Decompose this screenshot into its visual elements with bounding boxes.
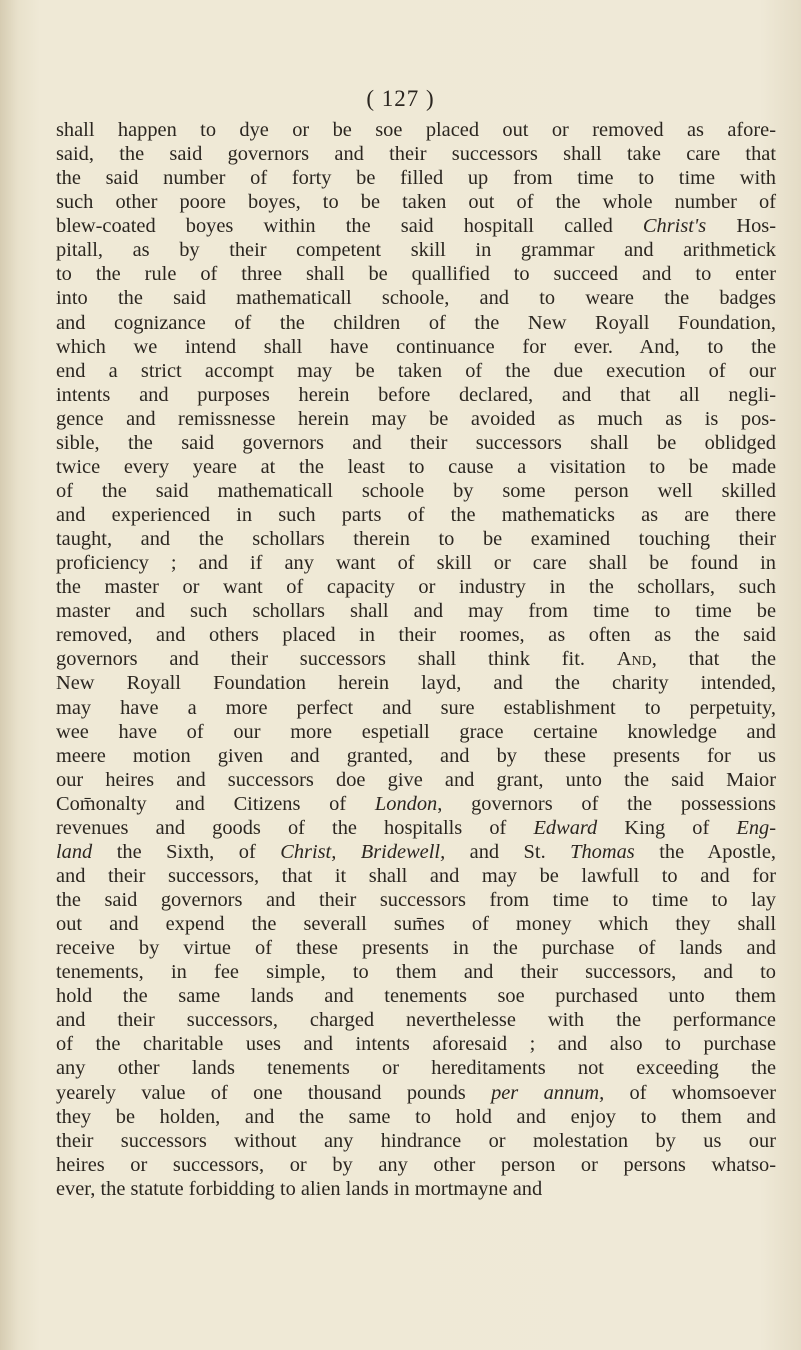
text-line	[56, 1129, 776, 1153]
text-line	[56, 311, 776, 335]
text-line	[56, 238, 776, 262]
text-line	[56, 888, 776, 912]
text-segment: said, the said governors and their successors shall take care that	[56, 143, 776, 166]
text-line	[56, 1032, 776, 1056]
text-segment: of the said mathematicall schoole by some person well skilled	[56, 479, 776, 502]
text-segment: wee have of our more espetiall grace certaine knowledge and	[56, 720, 776, 743]
text-segment: London	[374, 792, 438, 815]
text-line	[56, 1081, 776, 1105]
text-segment: Com̄onalty and Citizens of	[56, 792, 375, 815]
text-line	[56, 984, 776, 1008]
text-segment: , governors of the possessions	[437, 792, 776, 815]
text-line	[56, 1153, 776, 1177]
text-segment: shall happen to dye or be soe placed out or removed as afore-	[56, 119, 776, 141]
text-segment: yearely value of one thousand pounds	[56, 1081, 492, 1104]
text-segment: Christ, Bridewell,	[280, 840, 446, 863]
body-text	[56, 118, 776, 1201]
text-segment: the said governors and their successors from time to time to lay	[56, 889, 776, 911]
text-segment: King of	[597, 816, 737, 839]
text-line	[56, 1008, 776, 1032]
text-line	[56, 527, 776, 551]
text-line	[56, 455, 776, 479]
text-segment: the master or want of capacity or industry in the schollars, such	[56, 576, 776, 599]
text-line	[56, 551, 776, 575]
text-segment: , that the	[651, 648, 776, 671]
text-segment: may have a more perfect and sure establishment to perpetuity,	[56, 696, 776, 719]
text-line	[56, 479, 776, 503]
text-segment: into the said mathematicall schoole, and to weare the badges	[56, 287, 776, 310]
text-line	[56, 936, 776, 960]
text-line	[56, 960, 776, 984]
text-line	[56, 744, 776, 768]
text-line	[56, 262, 776, 286]
text-segment: any other lands tenements or hereditaments not exceeding the	[56, 1057, 776, 1080]
text-segment: master and such schollars shall and may from time to time be	[56, 600, 776, 623]
text-line	[56, 696, 776, 720]
text-segment: taught, and the schollars therein to be examined touching their	[56, 528, 776, 551]
text-line	[56, 840, 776, 864]
text-segment: sible, the said governors and their successors shall be oblidged	[56, 431, 776, 454]
text-line	[56, 912, 776, 936]
text-segment: intents and purposes herein before declared, and that all negli-	[56, 383, 776, 406]
text-segment: Eng-	[736, 816, 776, 839]
text-segment: ever, the statute forbidding to alien lands in mortmayne and	[56, 1177, 543, 1200]
text-line	[56, 647, 776, 671]
text-segment: revenues and goods of the hospitalls of	[56, 816, 534, 839]
text-segment: Hos-	[706, 215, 776, 238]
text-segment: Edward	[533, 816, 598, 839]
text-segment: blew-coated boyes within the said hospitall called	[56, 215, 643, 238]
text-line	[56, 142, 776, 166]
text-segment: governors and their successors shall think fit.	[56, 648, 617, 671]
text-line	[56, 1056, 776, 1080]
text-segment: they be holden, and the same to hold and enjoy to them and	[56, 1105, 776, 1128]
text-segment: New Royall Foundation herein layd, and the charity intended,	[56, 672, 776, 695]
text-line	[56, 431, 776, 455]
text-line	[56, 190, 776, 214]
text-segment: and their successors, that it shall and may be lawfull to and for	[56, 864, 776, 887]
text-segment: the Sixth, of	[92, 840, 281, 863]
text-segment: Thomas	[570, 840, 635, 863]
text-segment: such other poore boyes, to be taken out of the whole number of	[56, 191, 776, 214]
text-line	[56, 623, 776, 647]
text-segment: of whomsoever	[604, 1081, 776, 1104]
text-line	[56, 816, 776, 840]
text-line	[56, 383, 776, 407]
text-segment: hold the same lands and tenements soe purchased unto them	[56, 985, 776, 1008]
page-number: ( 127 )	[366, 86, 435, 111]
text-line	[56, 864, 776, 888]
text-segment: proficiency ; and if any want of skill or care shall be found in	[56, 552, 776, 575]
text-segment: and their successors, charged neverthelesse with the performance	[56, 1009, 776, 1032]
text-segment: Christ's	[642, 215, 707, 238]
text-segment: twice every yeare at the least to cause a visitation to be made	[56, 455, 776, 478]
text-line	[56, 671, 776, 695]
text-segment: the Apostle,	[634, 840, 776, 863]
text-segment: removed, and others placed in their roomes, as often as the said	[56, 624, 776, 647]
text-segment: the said number of forty be filled up from time to time with	[56, 167, 776, 190]
text-segment: end a strict accompt may be taken of the due execution of our	[56, 359, 776, 382]
text-segment: and cognizance of the children of the New Royall Foundation,	[56, 311, 776, 334]
text-segment: And	[616, 648, 652, 671]
text-segment: which we intend shall have continuance for ever. And, to the	[56, 335, 776, 358]
text-line	[56, 503, 776, 527]
text-segment: tenements, in fee simple, to them and their successors, and to	[56, 961, 776, 984]
text-line	[56, 407, 776, 431]
text-segment: to the rule of three shall be quallified to succeed and to enter	[56, 263, 776, 286]
text-segment: meere motion given and granted, and by these presents for us	[56, 744, 776, 767]
text-segment: our heires and successors doe give and grant, unto the said Maior	[56, 768, 776, 791]
text-segment: out and expend the severall sum̄es of money which they shall	[56, 913, 776, 936]
text-segment: heires or successors, or by any other person or persons whatso-	[56, 1153, 776, 1176]
text-segment: receive by virtue of these presents in the purchase of lands and	[56, 937, 776, 960]
text-line	[56, 286, 776, 310]
text-line	[56, 575, 776, 599]
text-segment: and experienced in such parts of the mathematicks as are there	[56, 504, 776, 526]
text-line	[56, 1177, 776, 1201]
text-line	[56, 166, 776, 190]
text-segment: land	[56, 840, 93, 863]
text-line	[56, 599, 776, 623]
text-segment: of the charitable uses and intents aforesaid ; and also to purchase	[56, 1033, 776, 1056]
text-line	[56, 1105, 776, 1129]
text-line	[56, 720, 776, 744]
text-line	[56, 214, 776, 238]
text-segment: their successors without any hindrance or molestation by us our	[56, 1129, 776, 1152]
text-segment: gence and remissnesse herein may be avoided as much as is pos-	[56, 407, 776, 430]
text-segment: per annum,	[491, 1081, 605, 1104]
text-line	[56, 792, 776, 816]
text-segment: and St.	[445, 840, 571, 863]
text-line	[56, 335, 776, 359]
text-line	[56, 768, 776, 792]
text-segment: pitall, as by their competent skill in grammar and arithmetick	[56, 239, 776, 262]
text-line	[56, 118, 776, 142]
text-line	[56, 359, 776, 383]
